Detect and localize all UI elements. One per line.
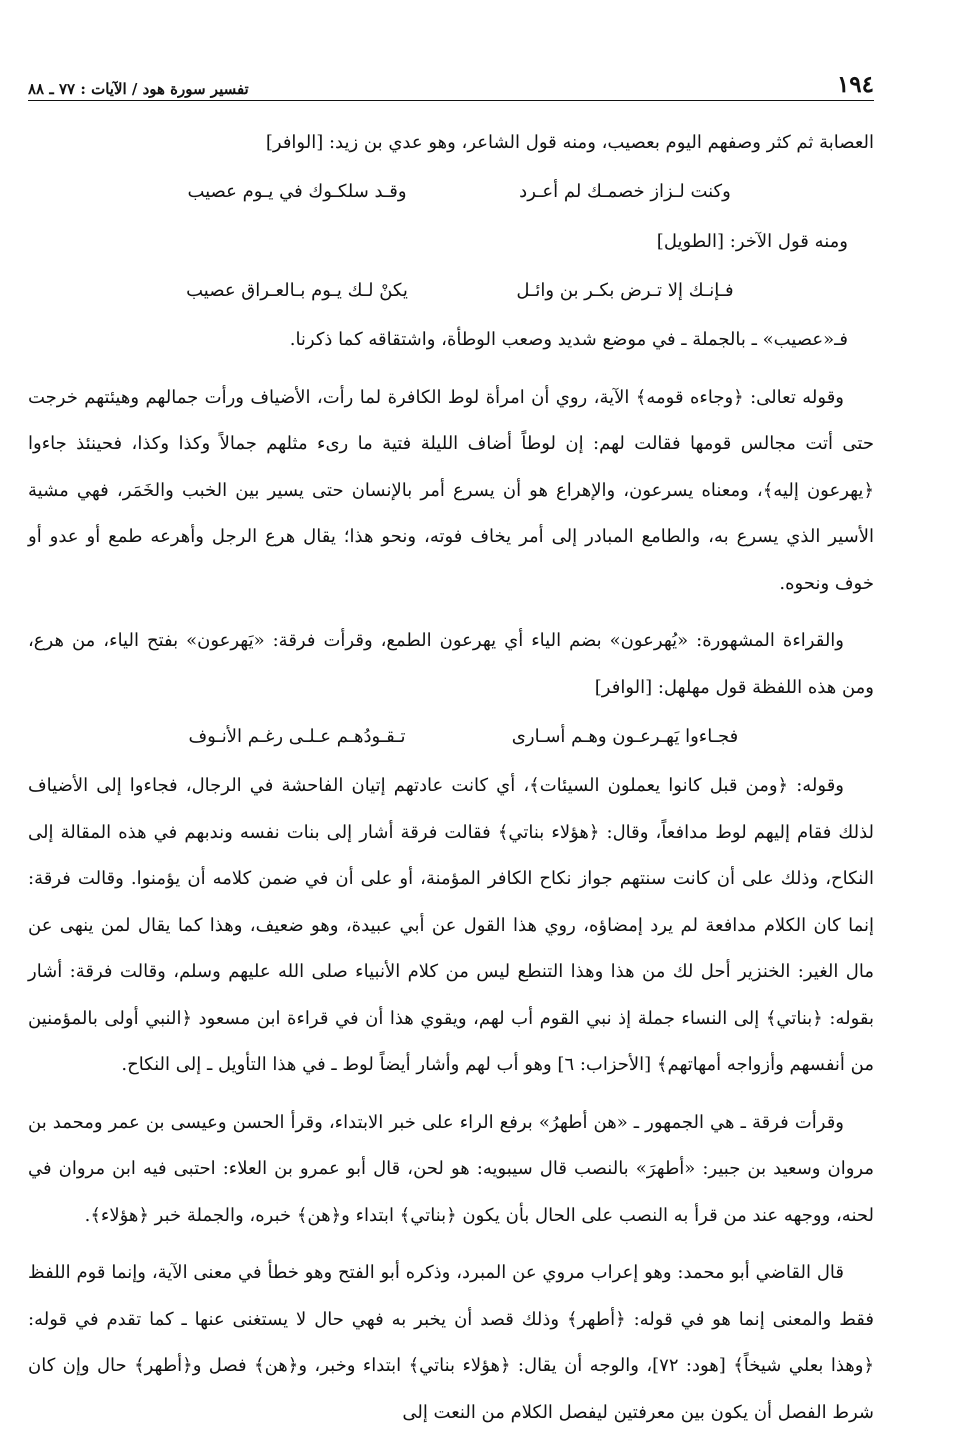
paragraph: وقوله: ﴿ومن قبل كانوا يعملون السيئات﴾، أي كانت عادتهم إتيان الفاحشة في الرجال، فجاءوا إلى الأضياف لذلك فقام إليهم لوط مدافعاً، وقال: ﴿هؤلاء بناتي﴾ فقالت فرقة أشار إلى بنات نفسه وندبهم في هذه المقالة إلى النكاح، وذلك على أن كانت سنتهم جواز نكاح الكافر المؤمنة، أو على أن في ضمن كلامه أن يؤمنوا. وقالت فرقة: إنما كان الكلام مدافعة لم يرد إمضاؤه، روي هذا القول عن أبي عبيدة، وهو ضعيف، وهذا كما يقال لمن ينهى عن مال الغير: الخنزير أحل لك من هذا وهذا التنطع ليس من كلام الأنبياء صلى الله عليهم وسلم، وقالت فرقة: أشار بقوله: ﴿بناتي﴾ إلى النساء جملة إذ نبي القوم أب لهم، ويقوي هذا أن في قراءة ابن مسعود ﴿النبي أولى بالمؤمنين من أنفسهم وأزواجه أمهاتهم﴾ [الأحزاب: ٦] وهو أب لهم وأشار أيضاً لوط ـ في هذا التأويل ـ إلى النكاح. — [28, 775, 874, 1075]
verse-second-hemistich: وقـد سلكـوك في يـوم عصيب — [187, 181, 407, 203]
page-number: ١٩٤ — [836, 71, 874, 98]
body-text — [28, 120, 874, 1436]
poetry-verse — [28, 265, 874, 317]
running-head: تفسير سورة هود / الآيات : ٧٧ ـ ٨٨ — [28, 80, 249, 98]
paragraph: وقوله تعالى: ﴿وجاءه قومه﴾ الآية، روي أن امرأة لوط الكافرة لما رأت، الأضياف ورأت جمالهم وهيئتهم خرجت حتى أتت مجالس قومها فقالت لهم: إن لوطاً أضاف الليلة فتية ما رىء مثلهم جمالاً وكذا وكذا، فحينئذ جاءوا ﴿يهرعون إليه﴾، ومعناه يسرعون، والإهراع هو أن يسرع أمر بالإنسان حتى يسير بين الخبب والخَمَر، فهي مشية الأسير الذي يسرع به، والطامع المبادر إلى أمر يخاف فوته، ونحو هذا؛ يقال هرع الرجل وأهرعه طمع أو عدو أو خوف ونحوه. — [28, 386, 874, 594]
page-header — [28, 62, 874, 101]
paragraph: العصابة ثم كثر وصفهم اليوم بعصيب، ومنه قول الشاعر، وهو عدي بن زيد: [الوافر] — [265, 132, 874, 153]
paragraph: وقرأت فرقة ـ هي الجمهور ـ «هن أطهرُ» برفع الراء على خبر الابتداء، وقرأ الحسن وعيسى بن عمر ومحمد بن مروان وسعيد بن جبير: «أطهرَ» بالنصب قال سيبويه: هو لحن، قال أبو عمرو بن العلاء: احتبى فيه ابن مروان في لحنه، ووجهه عند من قرأ به النصب على الحال بأن يكون ﴿بناتي﴾ ابتداء و﴿هن﴾ خبره، والجملة خبر ﴿هؤلاء﴾. — [28, 1111, 874, 1226]
verse-second-hemistich: تـقـودُهـم عـلـى رغـم الأنـوف — [188, 725, 406, 747]
paragraph: قال القاضي أبو محمد: وهو إعراب مروي عن المبرد، وذكره أبو الفتح وهو خطأ في معنى الآية، وإنما قوم اللفظ فقط والمعنى إنما هو في قوله: ﴿أطهر﴾ وذلك قصد أن يخبر به فهي حال لا يستغنى عنها ـ كما تقدم في قوله: ﴿وهذا بعلي شيخاً﴾ [هود: ٧٢]، والوجه أن يقال: ﴿هؤلاء بناتي﴾ ابتداء وخبر، و﴿هن﴾ فصل و﴿أطهر﴾ حال وإن كان شرط الفصل أن يكون بين معرفتين ليفصل الكلام من النعت إلى — [28, 1262, 875, 1423]
paragraph: والقراءة المشهورة: «يُهرعون» بضم الياء أي يهرعون الطمع، وقرأت فرقة: «يَهرعون» بفتح الياء، من هرع، ومن هذه اللفظة قول مهلهل: [الوافر] — [28, 630, 874, 698]
verse-first-hemistich: فـإنـك إلا تـرض بكـر بن وائـل — [516, 279, 734, 301]
poetry-verse — [28, 711, 874, 763]
verse-first-hemistich: فجـاءوا يَهـرعـون وهـم أسـارى — [511, 725, 739, 747]
poetry-verse — [28, 167, 874, 219]
verse-introduction: ومنه قول الآخر: [الطويل] — [656, 230, 848, 252]
verse-first-hemistich: وكنت لـزاز خصمـك لم أعـرد — [519, 181, 731, 203]
paragraph: فـ«عصيب» ـ بالجملة ـ في موضع شديد وصعب الوطأة، واشتقاقه كما ذكرنا. — [289, 329, 848, 350]
verse-second-hemistich: يكنْ لـك يـوم بـالعـراق عصيب — [186, 279, 408, 301]
